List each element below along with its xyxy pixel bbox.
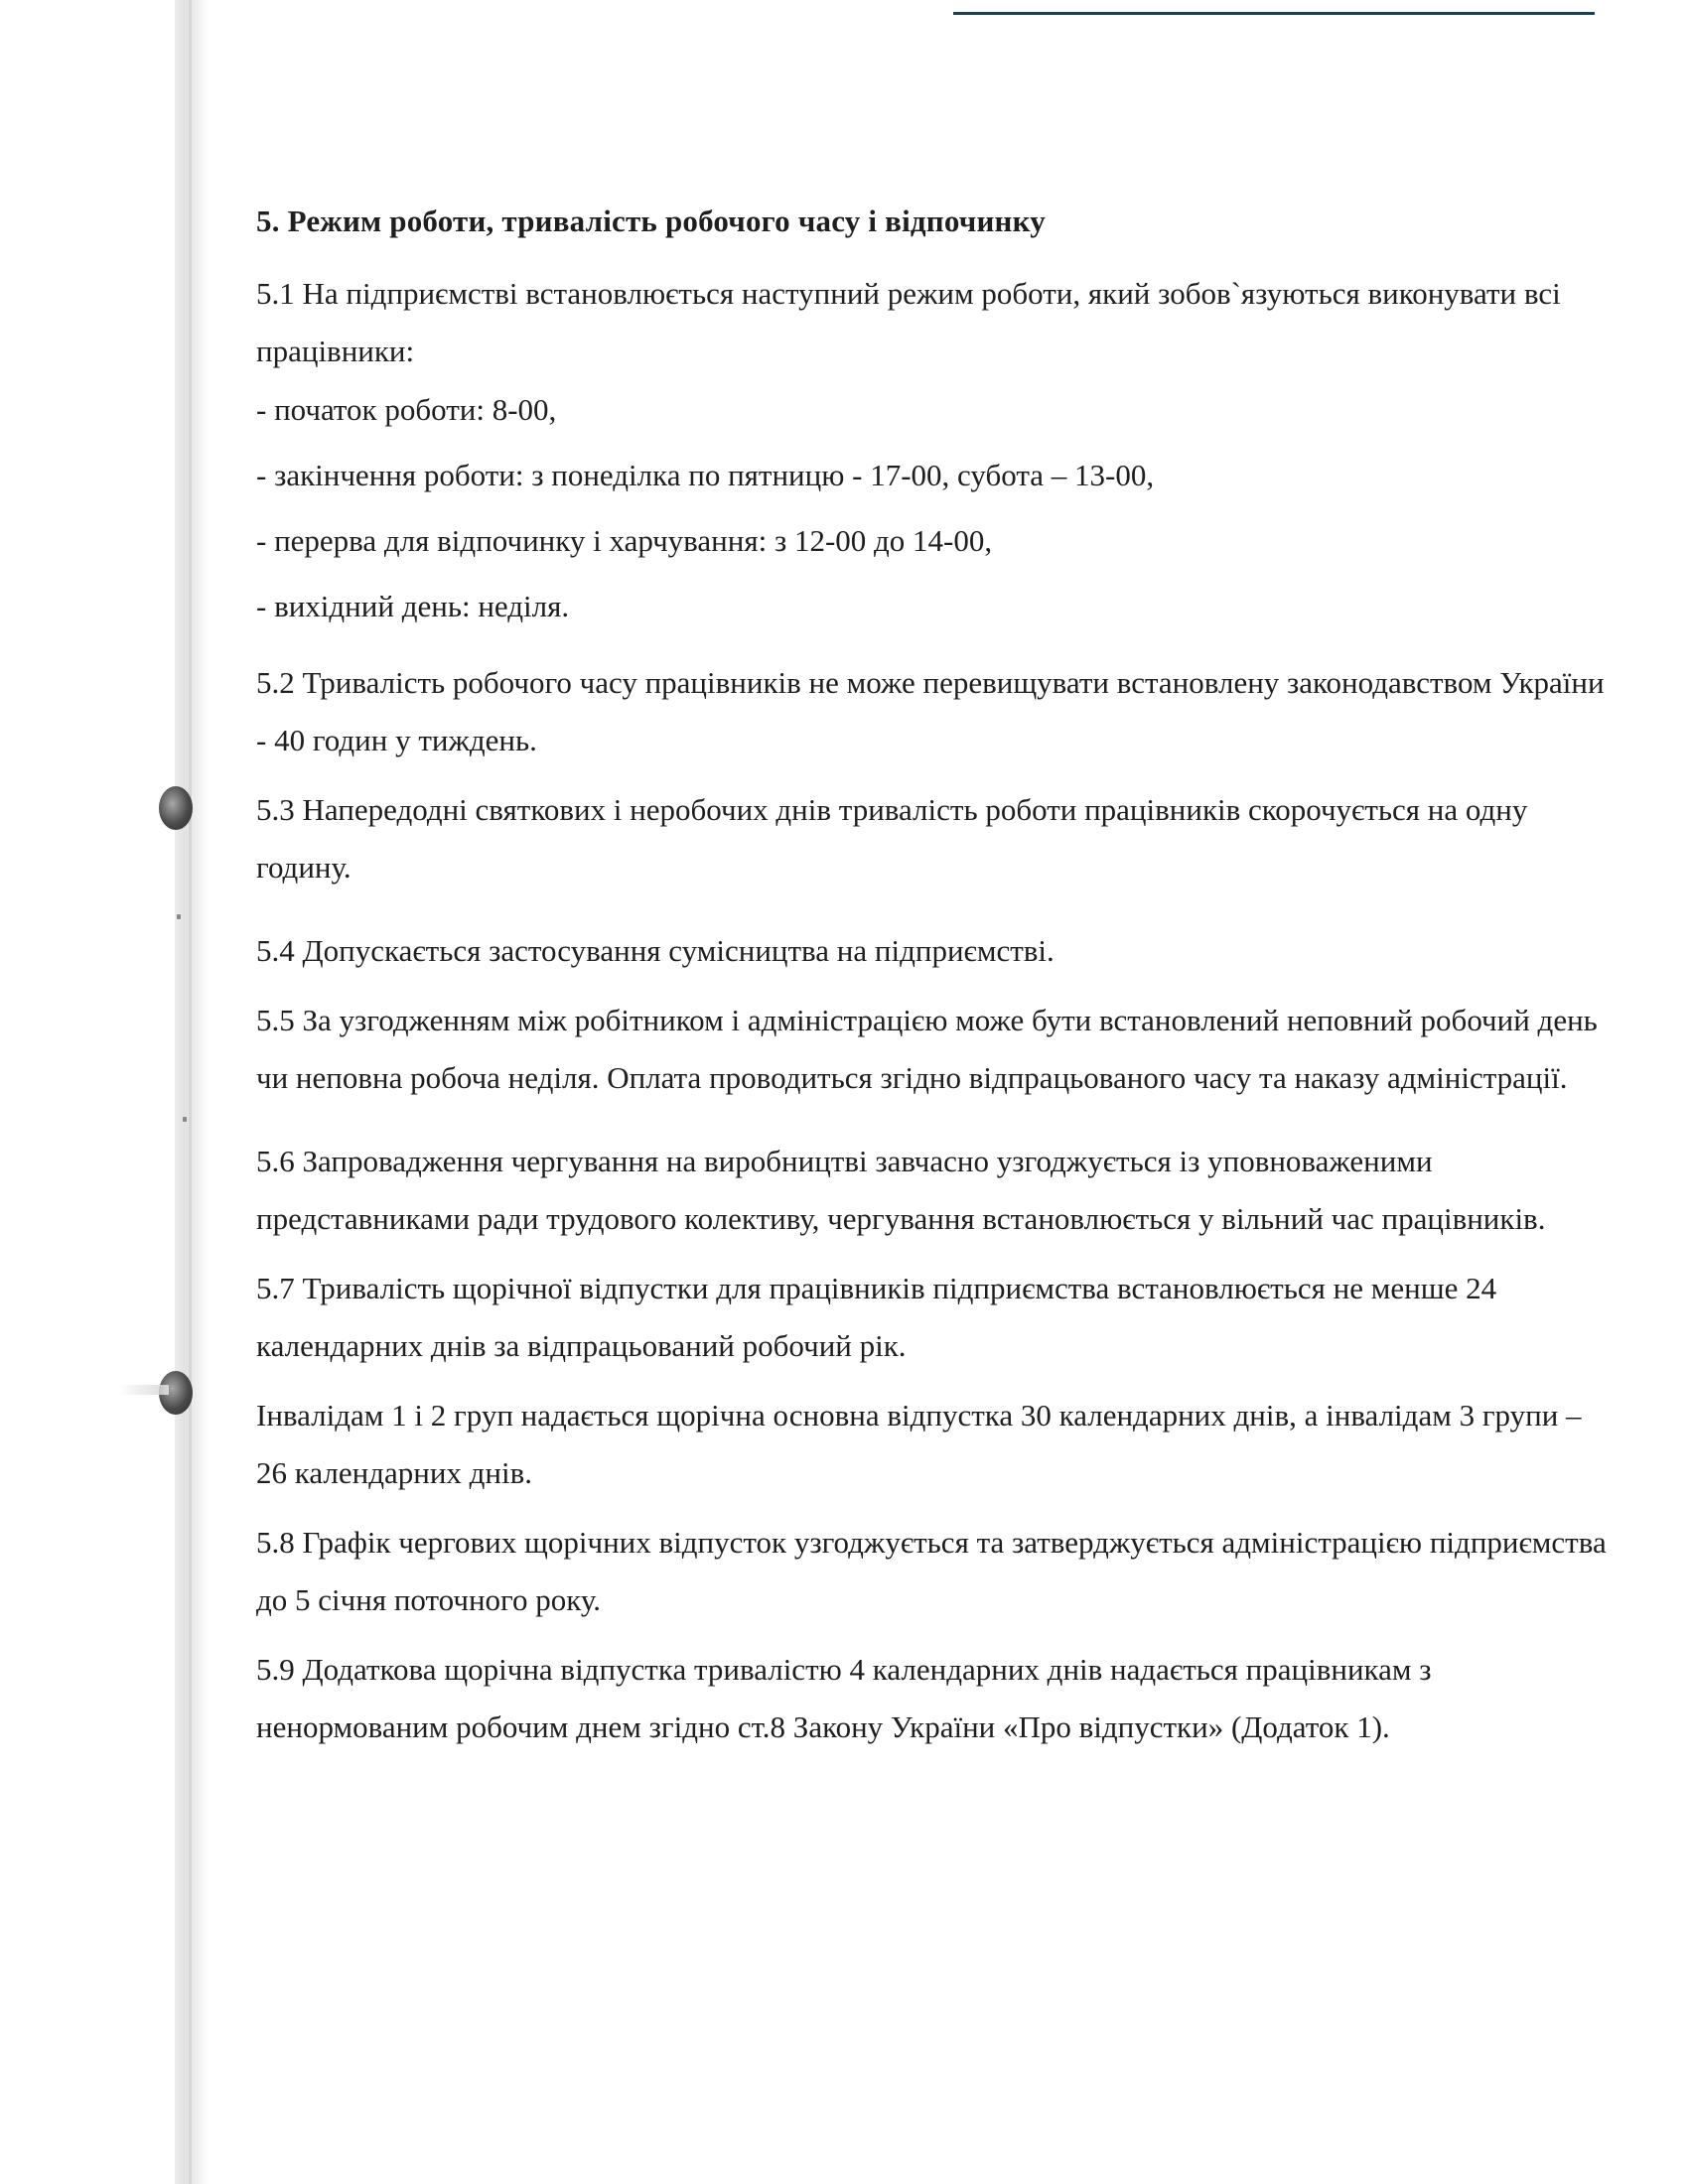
clause-5-4: 5.4 Допускається застосування сумісництва на підприємстві. [256, 933, 1055, 968]
top-rule [953, 12, 1595, 15]
schedule-list [256, 392, 1607, 624]
clause-5-7: 5.7 Тривалість щорічної відпустки для працівників підприємства встановлюється не менше 24 календарних днів за відпрацьований робочий рік. [256, 1271, 1497, 1363]
schedule-end: - закінчення роботи: з понеділка по пятницю - 17-00, субота – 13-00, [256, 458, 1155, 492]
section-heading: 5. Режим роботи, тривалість робочого часу і відпочинку [256, 204, 1046, 238]
binding-shadow [175, 0, 209, 2184]
clause-5-1: 5.1 На підприємстві встановлюється наступний режим роботи, який зобов`язуються виконувати всі працівники: [256, 276, 1561, 368]
clause-5-7-disabled: Інвалідам 1 і 2 груп надається щорічна основна відпустка 30 календарних днів, а інвалідам 3 групи – 26 календарних днів. [256, 1398, 1582, 1490]
clause-5-2: 5.2 Тривалість робочого часу працівників не може перевищувати встановлену законодавством України - 40 годин у тиждень. [256, 665, 1605, 757]
clause-5-6: 5.6 Запровадження чергування на виробництві завчасно узгоджується із уповноваженими представниками ради трудового колективу, чергування встановлюється у вільний час працівників. [256, 1144, 1546, 1236]
scan-speck [183, 1117, 187, 1122]
clause-5-3: 5.3 Напередодні святкових і неробочих днів тривалість роботи працівників скорочується на одну годину. [256, 792, 1528, 885]
schedule-day-off: - вихідний день: неділя. [256, 589, 570, 623]
document-body [256, 204, 1607, 1768]
scan-speck [177, 914, 181, 919]
schedule-break: - перерва для відпочинку і харчування: з 12-00 до 14-00, [256, 523, 993, 558]
clause-5-5: 5.5 За узгодженням між робітником і адміністрацією може бути встановлений неповний робочий день чи неповна робоча неділя. Оплата проводиться згідно відпрацьованого часу та наказу адміністрації. [256, 1003, 1598, 1095]
clause-5-8: 5.8 Графік чергових щорічних відпусток узгоджується та затверджується адміністрацією підприємства до 5 січня поточного року. [256, 1525, 1607, 1617]
schedule-start: - початок роботи: 8-00, [256, 392, 557, 427]
punch-hole-top [159, 786, 193, 830]
scan-streak [119, 1385, 169, 1395]
clause-5-9: 5.9 Додаткова щорічна відпустка тривалістю 4 календарних днів надається працівникам з ненормованим робочим днем згідно ст.8 Закону України «Про відпустки» (Додаток 1). [256, 1652, 1432, 1744]
binding-line [189, 0, 192, 2184]
